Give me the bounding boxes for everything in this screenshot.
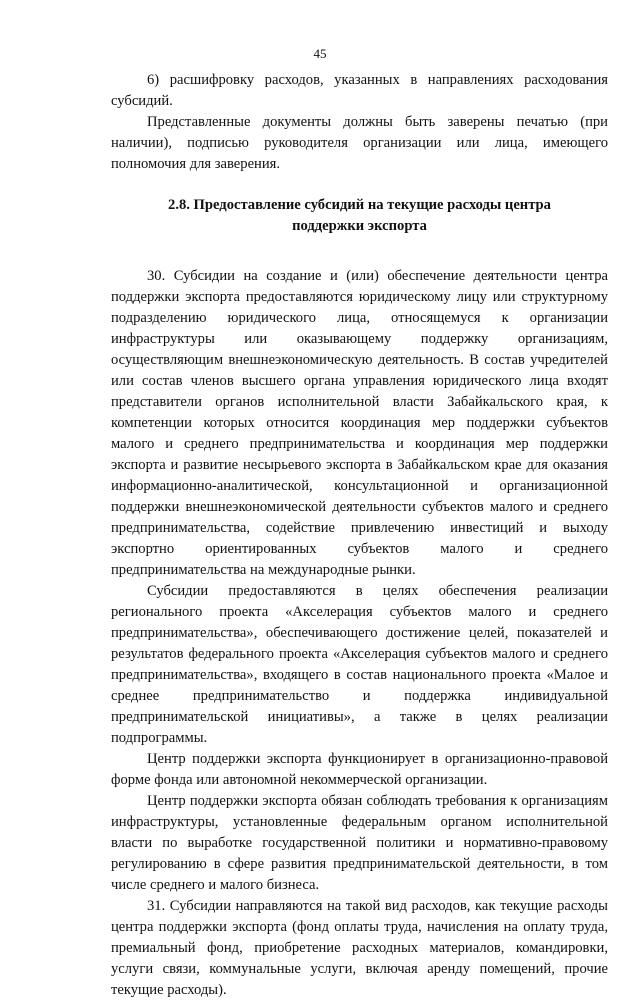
document-body bbox=[111, 70, 608, 1001]
paragraph-subsidy-purpose: Субсидии предоставляются в целях обеспечения реализации регионального проекта «Акселерация субъектов малого и среднего предпринимательства», обеспечивающего достижение целей, показателей и результатов федерального проекта «Акселерация субъектов малого и среднего предпринимательства», входящего в состав национального проекта «Малое и среднее предпринимательство и поддержка индивидуальной предпринимательской инициативы», а также в целях реализации подпрограммы. bbox=[111, 583, 608, 746]
paragraph-requirements: Центр поддержки экспорта обязан соблюдать требования к организациям инфраструктуры, установленные федеральным органом исполнительной власти по выработке государственной политики и нормативно-правовому регулированию в сфере развития предпринимательской деятельности, в том числе среднего и малого бизнеса. bbox=[111, 793, 608, 893]
paragraph-expense-breakdown: 6) расшифровку расходов, указанных в направлениях расходования субсидий. bbox=[111, 72, 608, 109]
paragraph-certification: Представленные документы должны быть заверены печатью (при наличии), подписью руководителя организации или лица, имеющего полномочия для заверения. bbox=[111, 114, 608, 172]
paragraph-item-31: 31. Субсидии направляются на такой вид расходов, как текущие расходы центра поддержки экспорта (фонд оплаты труда, начисления на оплату труда, премиальный фонд, приобретение расходных материалов, командировки, услуги связи, коммунальные услуги, включая аренду помещений, прочие текущие расходы). bbox=[111, 898, 608, 998]
paragraph-item-30: 30. Субсидии на создание и (или) обеспечение деятельности центра поддержки экспорта предоставляются юридическому лицу или структурному подразделению юридического лица, относящемуся к организации инфраструктуры или оказывающему поддержку организациям, осуществляющим внешнеэкономическую деятельность. В состав учредителей или состав членов высшего органа управления юридического лица входят представители органов исполнительной власти Забайкальского края, к компетенции которых относится координация мер поддержки субъектов малого и среднего предпринимательства и координация мер поддержки экспорта и развитие несырьевого экспорта в Забайкальском крае для оказания информационно-аналитической, консультационной и организационной поддержки внешнеэкономической деятельности субъектов малого и среднего предпринимательства, содействие привлечению инвестиций и выходу экспортно ориентированных субъектов малого и среднего предпринимательства на международные рынки. bbox=[111, 268, 608, 578]
page-number: 45 bbox=[313, 46, 327, 61]
section-heading: 2.8. Предоставление субсидий на текущие расходы центра поддержки экспорта bbox=[168, 197, 551, 234]
paragraph-legal-form: Центр поддержки экспорта функционирует в организационно-правовой форме фонда или автономной некоммерческой организации. bbox=[111, 751, 608, 788]
